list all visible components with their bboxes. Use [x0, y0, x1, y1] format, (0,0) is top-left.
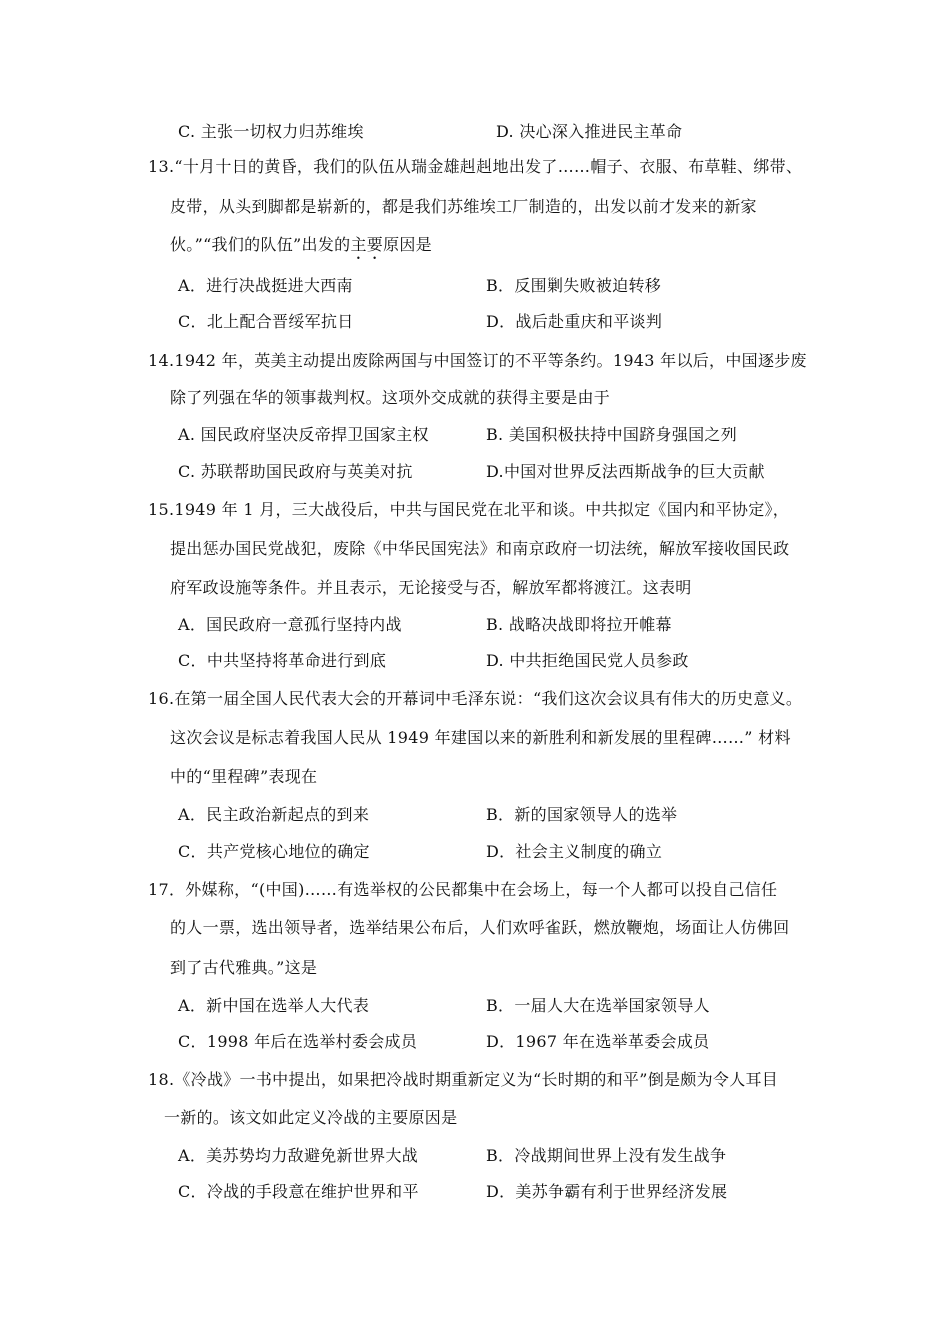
- q12-option-c: C. 主张一切权力归苏维埃: [178, 122, 364, 141]
- q18-option-c: C．冷战的手段意在维护世界和平: [178, 1182, 419, 1201]
- q13-option-a: A．进行决战挺进大西南: [178, 276, 353, 295]
- q14-stem-line1: 14.1942 年，英美主动提出废除两国与中国签订的不平等条约。1943 年以后，中国逐步废: [148, 351, 807, 370]
- q13-stem-line3-c: 原因是: [383, 235, 432, 254]
- q14-option-b: B. 美国积极扶持中国跻身强国之列: [486, 425, 738, 444]
- q14-stem-line2: 除了列强在华的领事裁判权。这项外交成就的获得主要是由于: [170, 388, 611, 407]
- q13-stem-line1: 13.“十月十日的黄昏，我们的队伍从瑞金雄赳赳地出发了……帽子、衣服、布草鞋、绑带、: [148, 157, 803, 176]
- q16-stem-line1: 16.在第一届全国人民代表大会的开幕词中毛泽东说：“我们这次会议具有伟大的历史意义。: [148, 689, 803, 708]
- q13-stem-line3: [170, 234, 432, 263]
- q17-stem-line1: 17．外媒称，“(中国)……有选举权的公民都集中在会场上，每一个人都可以投自己信任: [148, 880, 778, 899]
- q15-stem-line1: 15.1949 年 1 月，三大战役后，中共与国民党在北平和谈。中共拟定《国内和平协定》，: [148, 500, 790, 519]
- q18-stem-line2: 一新的。该文如此定义冷战的主要原因是: [164, 1108, 458, 1127]
- q18-option-b: B．冷战期间世界上没有发生战争: [486, 1146, 727, 1165]
- q12-option-d: D. 决心深入推进民主革命: [496, 122, 683, 141]
- q18-option-a: A．美苏势均力敌避免新世界大战: [178, 1146, 419, 1165]
- q13-stem-line3-a: 伙。”“我们的队伍”出发的: [170, 235, 351, 254]
- q16-option-c: C．共产党核心地位的确定: [178, 842, 370, 861]
- q13-stem-line2: 皮带，从头到脚都是崭新的，都是我们苏维埃工厂制造的，出发以前才发来的新家: [170, 197, 757, 216]
- q15-option-d: D. 中共拒绝国民党人员参政: [486, 651, 689, 670]
- q14-option-d: D.中国对世界反法西斯战争的巨大贡献: [486, 462, 765, 481]
- q15-option-a: A．国民政府一意孤行坚持内战: [178, 615, 402, 634]
- q18-option-d: D．美苏争霸有利于世界经济发展: [486, 1182, 728, 1201]
- q13-option-c: C．北上配合晋绥军抗日: [178, 312, 354, 331]
- q15-option-c: C．中共坚持将革命进行到底: [178, 651, 387, 670]
- q17-option-a: A．新中国在选举人大代表: [178, 996, 370, 1015]
- q13-option-d: D．战后赴重庆和平谈判: [486, 312, 663, 331]
- q18-stem-line1: 18.《冷战》一书中提出，如果把冷战时期重新定义为“长时期的和平”倒是颇为令人耳目: [148, 1070, 779, 1089]
- q14-option-a: A. 国民政府坚决反帝捍卫国家主权: [178, 425, 429, 444]
- q15-option-b: B. 战略决战即将拉开帷幕: [486, 615, 672, 634]
- q17-option-d: D．1967 年在选举革委会成员: [486, 1032, 710, 1051]
- q13-option-b: B．反围剿失败被迫转移: [486, 276, 662, 295]
- q16-option-d: D．社会主义制度的确立: [486, 842, 663, 861]
- q14-option-c: C. 苏联帮助国民政府与英美对抗: [178, 462, 413, 481]
- q13-emphasis-word: 主要: [350, 235, 384, 254]
- q16-option-a: A．民主政治新起点的到来: [178, 805, 370, 824]
- q17-stem-line2: 的人一票，选出领导者，选举结果公布后，人们欢呼雀跃，燃放鞭炮，场面让人仿佛回: [170, 918, 790, 937]
- q16-option-b: B．新的国家领导人的选举: [486, 805, 678, 824]
- q16-stem-line2: 这次会议是标志着我国人民从 1949 年建国以来的新胜利和新发展的里程碑……” 材料: [170, 728, 791, 747]
- q16-stem-line3: 中的“里程碑”表现在: [170, 767, 318, 786]
- q15-stem-line2: 提出惩办国民党战犯，废除《中华民国宪法》和南京政府一切法统，解放军接收国民政: [170, 539, 790, 558]
- q15-stem-line3: 府军政设施等条件。并且表示，无论接受与否，解放军都将渡江。这表明: [170, 578, 692, 597]
- q17-option-c: C．1998 年后在选举村委会成员: [178, 1032, 418, 1051]
- q17-option-b: B．一届人大在选举国家领导人: [486, 996, 710, 1015]
- q17-stem-line3: 到了古代雅典。”这是: [170, 958, 318, 977]
